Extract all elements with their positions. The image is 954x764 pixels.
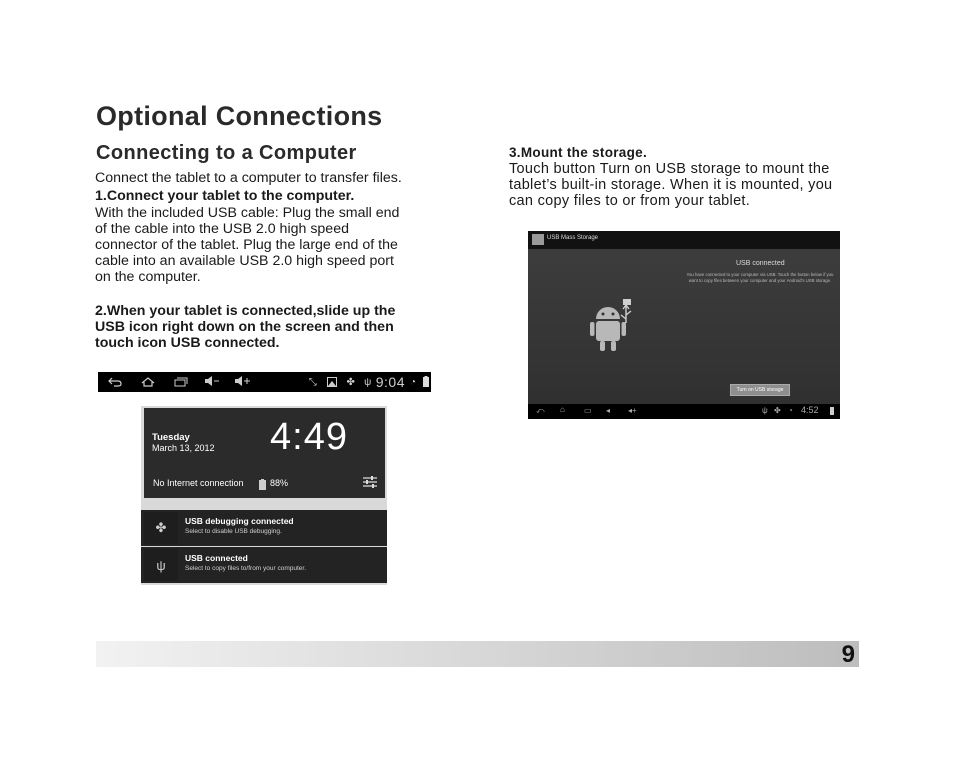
wifi-icon: ◔ xyxy=(409,376,417,388)
section-title: Connecting to a Computer xyxy=(96,142,357,164)
app-icon xyxy=(532,234,544,245)
footer-bar xyxy=(96,641,859,667)
usb-storage-screenshot xyxy=(528,231,840,419)
tablet-nav-bar xyxy=(528,404,840,419)
step3-line: can copy files to or from your tablet. xyxy=(509,193,751,209)
step2-line: 2.When your tablet is connected,slide up the xyxy=(95,303,396,319)
step2-line: touch icon USB connected. xyxy=(95,335,280,351)
home-icon[interactable]: ⌂ xyxy=(560,405,565,414)
battery-icon xyxy=(259,477,266,495)
intro-text: Connect the tablet to a computer to transfer files. xyxy=(95,170,402,186)
step1-body xyxy=(95,205,399,285)
usb-connected-notification[interactable] xyxy=(141,547,387,583)
volume-down-icon[interactable]: ◂ xyxy=(606,406,611,415)
wifi-icon: ◔ xyxy=(788,406,793,415)
status-bar-screenshot xyxy=(98,372,431,392)
home-icon[interactable] xyxy=(132,375,164,390)
tablet-time: 4:52 xyxy=(801,405,819,415)
settings-sliders-icon[interactable] xyxy=(362,475,378,494)
notif-battery: 88% xyxy=(270,478,289,488)
app-title-bar xyxy=(528,231,840,249)
turn-on-usb-storage-button[interactable]: Turn on USB storage xyxy=(730,384,790,396)
notif-clock: 4:49 xyxy=(270,416,348,458)
recent-apps-icon[interactable] xyxy=(164,375,198,390)
usb-connected-heading: USB connected xyxy=(736,260,785,267)
step1-line: on the computer. xyxy=(95,269,201,285)
notif-item-title: USB debugging connected xyxy=(185,516,294,526)
android-debug-icon: ✤ xyxy=(346,376,355,388)
notif-day: Tuesday xyxy=(152,432,190,443)
recent-apps-icon[interactable]: ▭ xyxy=(584,406,592,415)
step3-body xyxy=(509,161,832,209)
screenshot-icon: ⤡ xyxy=(308,376,317,388)
notif-item-title: USB connected xyxy=(185,553,248,563)
battery-icon xyxy=(830,407,834,415)
notif-item-subtitle: Select to copy files to/from your computer. xyxy=(185,565,307,572)
usb-debugging-notification[interactable] xyxy=(141,510,387,546)
step1-line: connector of the tablet. Plug the large end of the xyxy=(95,237,398,253)
usb-icon: ψ xyxy=(364,376,372,388)
step3-line: tablet’s built-in storage. When it is mounted, you xyxy=(509,177,833,193)
debug-icon: ✤ xyxy=(774,406,781,415)
usb-icon: ψ xyxy=(144,549,178,581)
page-title: Optional Connections xyxy=(96,101,383,131)
usb-icon: ψ xyxy=(762,406,768,415)
gallery-icon xyxy=(322,375,342,390)
step2-text xyxy=(95,303,395,351)
android-debug-icon: ✤ xyxy=(144,512,178,544)
step2-line: USB icon right down on the screen and then xyxy=(95,319,394,335)
back-icon[interactable] xyxy=(98,375,132,390)
volume-up-icon[interactable]: ◂+ xyxy=(628,406,637,415)
step1-line: cable into an available USB 2.0 high speed port xyxy=(95,253,394,269)
notif-item-subtitle: Select to disable USB debugging. xyxy=(185,528,282,535)
usb-connected-body: You have connected to your computer via USB. Touch the button below if you want to copy files between your computer and your Android's USB storage. xyxy=(686,272,834,283)
step3-title: 3.Mount the storage. xyxy=(509,145,648,160)
step1-title: 1.Connect your tablet to the computer. xyxy=(95,188,355,204)
status-time: 9:04 xyxy=(375,374,405,390)
app-title: USB Mass Storage xyxy=(547,235,599,241)
step3-line: Touch button Turn on USB storage to mount the xyxy=(509,161,830,177)
notif-date: March 13, 2012 xyxy=(152,443,215,453)
step1-line: With the included USB cable: Plug the small end xyxy=(95,205,400,221)
page-number: 9 xyxy=(841,641,855,668)
back-icon[interactable]: ⤺ xyxy=(536,406,545,415)
android-usb-icon xyxy=(590,297,640,360)
step1-line: of the cable into the USB 2.0 high speed xyxy=(95,221,349,237)
volume-down-icon[interactable] xyxy=(198,375,226,390)
battery-icon xyxy=(421,375,431,390)
notif-network: No Internet connection xyxy=(153,478,244,488)
volume-up-icon[interactable] xyxy=(226,375,260,390)
notification-header xyxy=(144,408,385,498)
